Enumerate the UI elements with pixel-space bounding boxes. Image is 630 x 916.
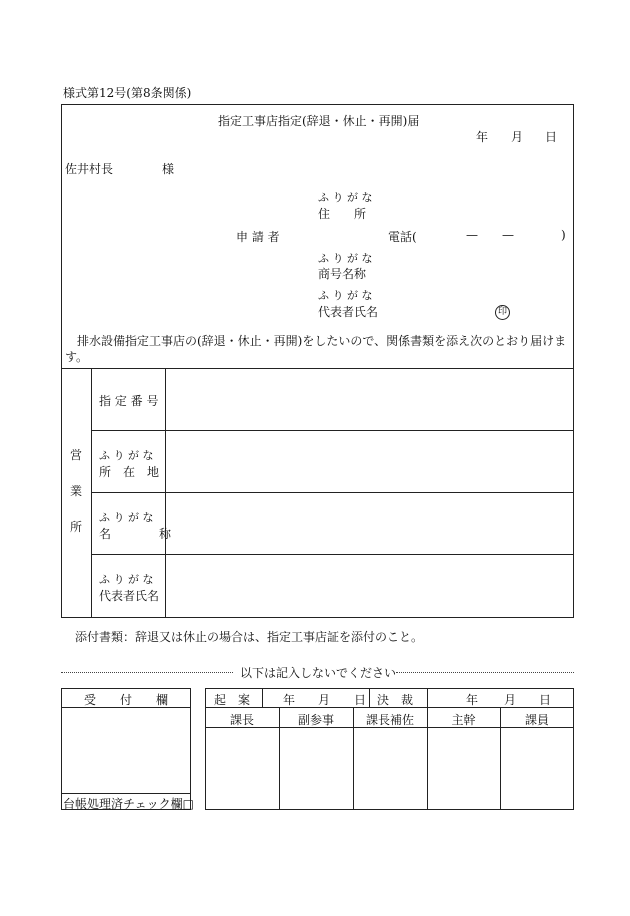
reception-title: 受 付 欄	[83, 693, 168, 707]
approval-top-divider-1	[262, 688, 263, 707]
name-furigana: ふ り が な	[99, 511, 154, 524]
decision-month: 月	[504, 693, 517, 707]
address-label: 住 所	[318, 207, 367, 221]
draft-label: 起 案	[214, 693, 251, 707]
approval-top-divider-3	[427, 688, 428, 707]
office-row-divider-1	[91, 430, 574, 431]
decision-day: 日	[539, 693, 552, 707]
role-staff: 課員	[524, 713, 549, 727]
seal-label: 印	[495, 305, 510, 320]
date-month: 月	[511, 130, 524, 144]
office-vertical-1: 営	[69, 448, 82, 462]
role-section-chief: 課長	[229, 713, 254, 727]
furigana-address: ふ り が な	[318, 191, 373, 204]
form-number: 様式第12号(第8条関係)	[63, 86, 192, 100]
date-day: 日	[545, 130, 558, 144]
draft-year: 年	[283, 693, 296, 707]
rep-name-label: 代表者氏名	[318, 305, 379, 319]
draft-day: 日	[354, 693, 367, 707]
addressee-name: 佐井村長	[65, 162, 114, 176]
attachment-note: 添付書類：辞退又は休止の場合は、指定工事店証を添付のこと。	[75, 630, 424, 644]
office-row-divider-3	[91, 554, 574, 555]
draft-month: 月	[318, 693, 331, 707]
phone-dash-1: —	[466, 228, 478, 242]
role-supervisor: 主幹	[451, 713, 476, 727]
office-table-top	[61, 368, 574, 369]
body-text: 排水設備指定工事店の(辞退・休止・再開)をしたいので、関係書類を添え次のとおり届けます。	[65, 334, 567, 364]
decision-year: 年	[466, 693, 479, 707]
location-label: 所 在 地	[99, 465, 160, 479]
date-year: 年	[476, 130, 489, 144]
seal-mark	[495, 303, 510, 320]
office-rep-label: 代表者氏名	[99, 589, 160, 603]
separator-left	[61, 672, 233, 673]
ledger-check-label: 台帳処理済チェック欄□	[63, 797, 194, 811]
approval-top-divider-2	[369, 688, 370, 707]
phone-label: 電話(	[388, 230, 417, 244]
office-use-note: 以下は記入しないでください	[240, 666, 397, 680]
furigana-rep: ふ り が な	[318, 289, 373, 302]
office-vertical-3: 所	[69, 520, 82, 534]
office-row-divider-2	[91, 492, 574, 493]
separator-right	[396, 672, 574, 673]
designation-number-label: 指 定 番 号	[99, 394, 159, 408]
applicant-label: 申 請 者	[236, 230, 280, 244]
name-label: 名 称	[99, 527, 172, 541]
phone-close: )	[561, 228, 566, 242]
office-col-divider-1	[91, 368, 92, 618]
role-deputy-councilor: 副参事	[297, 713, 334, 727]
trade-name-label: 商号名称	[318, 267, 367, 281]
role-assistant-chief: 課長補佐	[365, 713, 414, 727]
phone-dash-2: —	[502, 228, 514, 242]
form-title: 指定工事店指定(辞退・休止・再開)届	[218, 114, 420, 128]
furigana-trade-name: ふ り が な	[318, 252, 373, 265]
location-furigana: ふ り が な	[99, 449, 154, 462]
decision-label: 決 裁	[377, 693, 414, 707]
addressee-honorific: 様	[162, 162, 175, 176]
rep-furigana: ふ り が な	[99, 573, 154, 586]
reception-footer-line	[61, 793, 191, 794]
office-col-divider-2	[165, 368, 166, 618]
office-vertical-2: 業	[69, 484, 82, 498]
